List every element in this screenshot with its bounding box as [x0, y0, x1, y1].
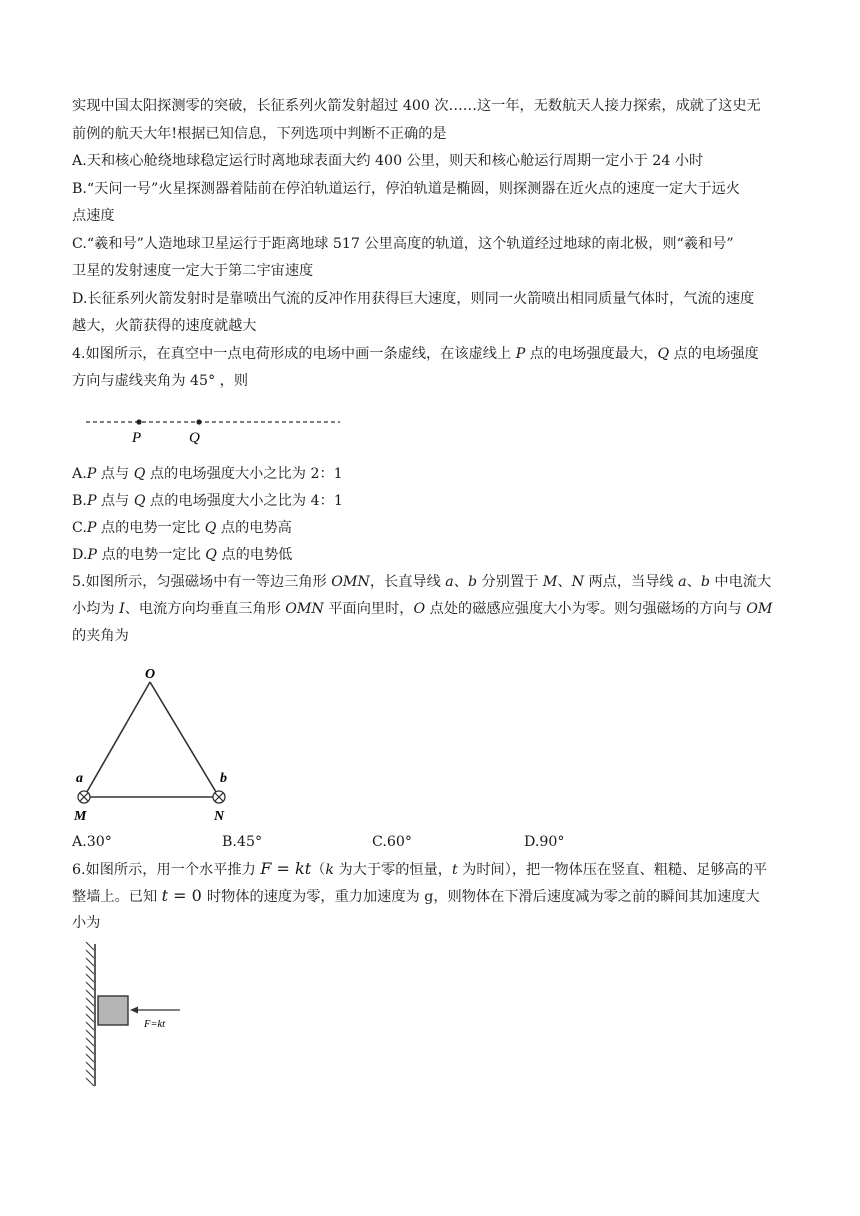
formula-kt: kt [295, 859, 312, 878]
q4-stem-line-1 [72, 344, 759, 364]
option-text: D. [72, 547, 88, 563]
var-p: P [87, 547, 97, 563]
var-o: O [413, 601, 426, 617]
stem-text: 点处的磁感应强度大小为零。则匀强磁场的方向与 [425, 601, 747, 617]
stem-text: 时物体的速度为零，重力加速度为 g，则物体在下滑后速度减为零之前的瞬间其加速度大 [206, 889, 760, 905]
option-text: 点的电场强度大小之比为 4：1 [145, 493, 343, 509]
label-force: F=kt [144, 1019, 166, 1030]
stem-text: 6.如图所示，用一个水平推力 [72, 862, 261, 878]
stem-text: 平面向里时， [323, 601, 414, 617]
block [98, 996, 128, 1025]
q3-option-b-line-2: 点速度 [72, 208, 115, 224]
wall-hatching [86, 942, 94, 1086]
option-text: 点的电势一定比 [96, 547, 206, 563]
stem-text: 为时间），把一物体压在竖直、粗糙、足够高的平 [457, 862, 768, 878]
q6-stem-line-1 [72, 859, 767, 880]
stem-text: 、 [557, 574, 572, 590]
var-omn: OMN [331, 574, 370, 590]
option-text: 点的电场强度大小之比为 2：1 [145, 466, 343, 482]
q3-option-d-line-2: 越大，火箭获得的速度就越大 [72, 318, 257, 334]
var-q: Q [205, 547, 217, 563]
var-a: a [445, 574, 454, 590]
q5-option-c: C.60° [372, 834, 413, 850]
option-text: 点的电势一定比 [96, 520, 205, 536]
q6-stem-line-3: 小为 [72, 915, 101, 931]
q3-stem-line-1: 实现中国太阳探测零的突破，长征系列火箭发射超过 400 次……这一年，无数航天人接力探索，成就了这史无 [72, 98, 761, 114]
var-p: P [86, 493, 97, 509]
option-text: 点与 [96, 493, 134, 509]
point-p [136, 419, 141, 424]
option-text: C. [72, 520, 87, 536]
var-m: M [542, 574, 558, 590]
q3-option-c-line-2: 卫星的发射速度一定大于第二宇宙速度 [72, 263, 314, 279]
formula-eq: = [271, 859, 295, 878]
var-a: a [678, 574, 687, 590]
point-q [196, 419, 201, 424]
q5-stem-line-3: 的夹角为 [72, 628, 129, 644]
var-i: I [119, 601, 125, 617]
q4-stem-text: 点的电场强度 [669, 346, 759, 362]
stem-text: 、 [453, 574, 468, 590]
option-text: 点的电势低 [216, 547, 293, 563]
q5-figure-triangle [72, 664, 242, 826]
q5-stem-line-1 [72, 572, 771, 592]
var-p: P [86, 520, 97, 536]
q4-var-p: P [515, 346, 526, 362]
stem-text: 、 [686, 574, 701, 590]
var-q: Q [204, 520, 217, 536]
stem-text: 5.如图所示，匀强磁场中有一等边三角形 [72, 574, 332, 590]
var-q: Q [133, 466, 146, 482]
q4-option-a [72, 464, 343, 484]
q4-option-d [72, 545, 292, 565]
stem-text: 、电流方向均垂直三角形 [124, 601, 286, 617]
q5-stem-line-2 [72, 599, 772, 619]
stem-text: 为大于零的恒量， [333, 862, 452, 878]
q3-option-b-line-1: B.“天问一号”火星探测器着陆前在停泊轨道运行，停泊轨道是椭圆，则探测器在近火点的速度一定大于远火 [72, 181, 740, 197]
var-om: OM [746, 601, 773, 617]
stem-text: 中电流大 [709, 574, 772, 590]
formula-eq: = 0 [168, 886, 207, 905]
stem-text: ，长直导线 [369, 574, 446, 590]
q5-option-a: A.30° [72, 834, 112, 850]
var-omn: OMN [285, 601, 324, 617]
q4-stem-line-2: 方向与虚线夹角为 45° ，则 [72, 373, 249, 389]
var-b: b [700, 574, 710, 590]
option-text: B. [72, 493, 87, 509]
formula-f: F [260, 859, 272, 878]
side-om [84, 682, 150, 797]
var-b: b [467, 574, 478, 590]
var-t: t [161, 886, 169, 905]
var-p: P [86, 466, 97, 482]
wire-a-into-page-icon [78, 791, 90, 803]
q4-var-q: Q [657, 346, 670, 362]
var-q: Q [133, 493, 146, 509]
label-n: N [214, 809, 225, 824]
q6-figure-block-on-wall [80, 944, 190, 1094]
q4-stem-text: 点的电场强度最大， [525, 346, 658, 362]
label-p: P [132, 430, 142, 446]
var-k: k [325, 862, 334, 878]
q6-stem-line-2 [72, 886, 760, 907]
label-m: M [74, 809, 87, 824]
stem-text: 小均为 [72, 601, 120, 617]
stem-text: 两点，当导线 [583, 574, 679, 590]
q5-option-b: B.45° [222, 834, 263, 850]
q4-option-c [72, 518, 292, 538]
option-text: A. [72, 466, 87, 482]
q4-option-b [72, 491, 343, 511]
label-b: b [220, 771, 227, 786]
q3-stem-line-2: 前例的航天大年!根据已知信息，下列选项中判断不正确的是 [72, 126, 447, 142]
stem-text: 分别置于 [477, 574, 543, 590]
label-o: O [145, 667, 156, 682]
option-text: 点的电势高 [216, 520, 292, 536]
q3-option-d-line-1: D.长征系列火箭发射时是靠喷出气流的反冲作用获得巨大速度，则同一火箭喷出相同质量气体时，气流的速度 [72, 291, 755, 307]
var-t: t [451, 862, 458, 878]
stem-text: （ [311, 862, 326, 878]
wire-b-into-page-icon [213, 791, 225, 803]
force-arrow-head-icon [130, 1007, 138, 1014]
q5-option-d: D.90° [524, 834, 565, 850]
q3-option-c-line-1: C.“羲和号”人造地球卫星运行于距离地球 517 公里高度的轨道，这个轨道经过地球的南北极，则“羲和号” [72, 236, 734, 252]
label-a: a [76, 771, 83, 786]
option-text: 点与 [96, 466, 134, 482]
side-on [150, 682, 219, 797]
q3-option-a: A.天和核心舱绕地球稳定运行时离地球表面大约 400 公里，则天和核心舱运行周期一定小于 24 小时 [72, 153, 704, 169]
stem-text: 整墙上。已知 [72, 889, 162, 905]
var-n: N [571, 574, 584, 590]
q4-stem-text: 4.如图所示，在真空中一点电荷形成的电场中画一条虚线，在该虚线上 [72, 346, 516, 362]
q4-figure-dashed-line [86, 412, 346, 448]
label-q: Q [189, 430, 200, 446]
